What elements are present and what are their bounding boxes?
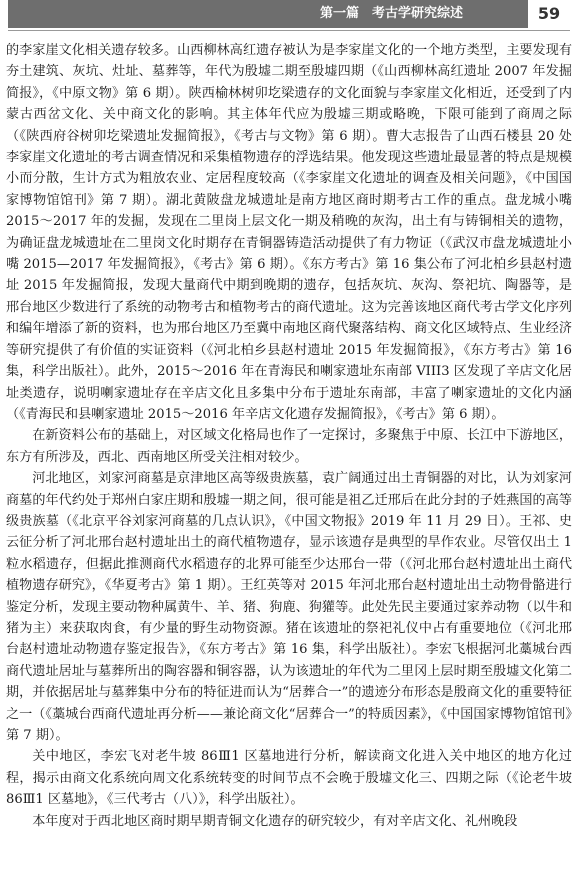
chapter-title: 第一篇 考古学研究综述 xyxy=(320,6,464,21)
header-bar xyxy=(8,0,570,28)
main-text xyxy=(6,40,572,832)
paragraph: 河北地区，刘家河商墓是京津地区高等级贵族墓，袁广阔通过出土青铜器的对比，认为刘家河商墓的年代约处于郑州白家庄期和殷墟一期之间，很可能是祖乙迁邢后在此分封的子姓燕国的高等级贵族墓（《北京平谷刘家河商墓的几点认识》，《中国文物报》2019 年 11 月 29 日）。王祁、史云征分析了河北邢台赵村遗址出土的商代植物遗存，显示该遗存是典型的旱作农业。尽管仅出土 1 粒水稻遗存，但据此推测商代水稻遗存的北界可能至少达邢台一带（《河北邢台赵村遗址出土商代植物遗存研究》，《华夏考古》第 1 期）。王红英等对 2015 年河北邢台赵村遗址出土动物骨骼进行鉴定分析，发现主要动物种属黄牛、羊、猪、狗鹿、狗獾等。此处先民主要通过家养动物（以牛和猪为主）来获取肉食，有少量的野生动物资源。猪在该遗址的祭祀礼仪中占有重要地位（《河北邢台赵村遗址动物遗存鉴定报告》，《东方考古》第 16 集，科学出版社）。李宏飞根据河北藁城台西商代遗址居址与墓葬所出的陶容器和铜容器，认为该遗址的年代为二里冈上层时期至殷墟文化第二期，并依据居址与墓葬集中分布的特征进而认为“居葬合一”的遗迹分布形态是殷商文化的重要特征之一（《藁城台西商代遗址再分析——兼论商文化“居葬合一”的特质因素》，《中国国家博物馆馆刊》第 7 期）。 xyxy=(6,471,572,743)
page-number: 59 xyxy=(526,0,570,28)
paragraph: 在新资料公布的基础上，对区域文化格局也作了一定探讨，多聚焦于中原、长江中下游地区，东方有所涉及，西北、西南地区所受关注相对较少。 xyxy=(6,428,572,465)
header-divider xyxy=(8,30,570,31)
paragraph: 的李家崖文化相关遗存较多。山西柳林高红遗存被认为是李家崖文化的一个地方类型，主要发现有夯土建筑、灰坑、灶址、墓葬等，年代为殷墟二期至殷墟四期（《山西柳林高红遗址 2007 年发掘简报》，《中原文物》第 6 期）。陕西榆林树卯圪梁遗存的文化面貌与李家崖文化相近，还受到了内蒙古西岔文化、关中商文化的影响。其主体年代应为殷墟三期或略晚，下限可能到了商周之际（《陕西府谷树卯圪梁遗址发掘简报》，《考古与文物》第 6 期）。曹大志报告了山西石楼县 20 处李家崖文化遗址的考古调查情况和采集植物遗存的浮选结果。他发现这些遗址最显著的特点是规模小而分散，生计方式为粗放农业、定居程度较高（《李家崖文化遗址的调查及相关问题》，《中国国家博物馆馆刊》第 7 期）。湖北黄陂盘龙城遗址是南方地区商时期考古工作的重点。盘龙城小嘴 2015～2017 年的发掘，发现在二里岗上层文化一期及稍晚的灰沟，出土有与铸铜相关的遗物，为确证盘龙城遗址在二里岗文化时期存在青铜器铸造活动提供了有力物证（《武汉市盘龙城遗址小嘴 2015—2017 年发掘简报》，《考古》第 6 期）。《东方考古》第 16 集公布了河北柏乡县赵村遗址 2015 年发掘简报，发现大量商代中期到晚期的遗存，包括灰坑、灰沟、祭祀坑、陶器等，是邢台地区少数进行了系统的动物考古和植物考古的商代遗址。这为完善该地区商代考古学文化序列和编年增添了新的资料，也为邢台地区乃至冀中南地区商代聚落结构、商文化区域特点、生业经济等研究提供了有价值的实证资料（《河北柏乡县赵村遗址 2015 年发掘简报》，《东方考古》第 16 集，科学出版社）。此外，2015～2016 年在青海民和喇家遗址东南部 VIII3 区发现了辛店文化居址类遗存，说明喇家遗址存在辛店文化且多集中分布于遗址东南部，丰富了喇家遗址的文化内涵（《青海民和县喇家遗址 2015～2016 年辛店文化遗存发掘简报》，《考古》第 6 期）。 xyxy=(6,43,572,422)
paragraph: 本年度对于西北地区商时期早期青铜文化遗存的研究较少，有对辛店文化、礼州晚段 xyxy=(32,813,518,829)
paragraph: 关中地区，李宏飞对老牛坡 86Ⅲ1 区墓地进行分析，解读商文化进入关中地区的地方化过程，揭示由商文化系统向周文化系统转变的时间节点不会晚于殷墟文化三、四期之际（《论老牛坡 86Ⅲ1 区墓地》，《三代考古（八）》，科学出版社）。 xyxy=(6,749,572,808)
page-header xyxy=(0,0,578,34)
